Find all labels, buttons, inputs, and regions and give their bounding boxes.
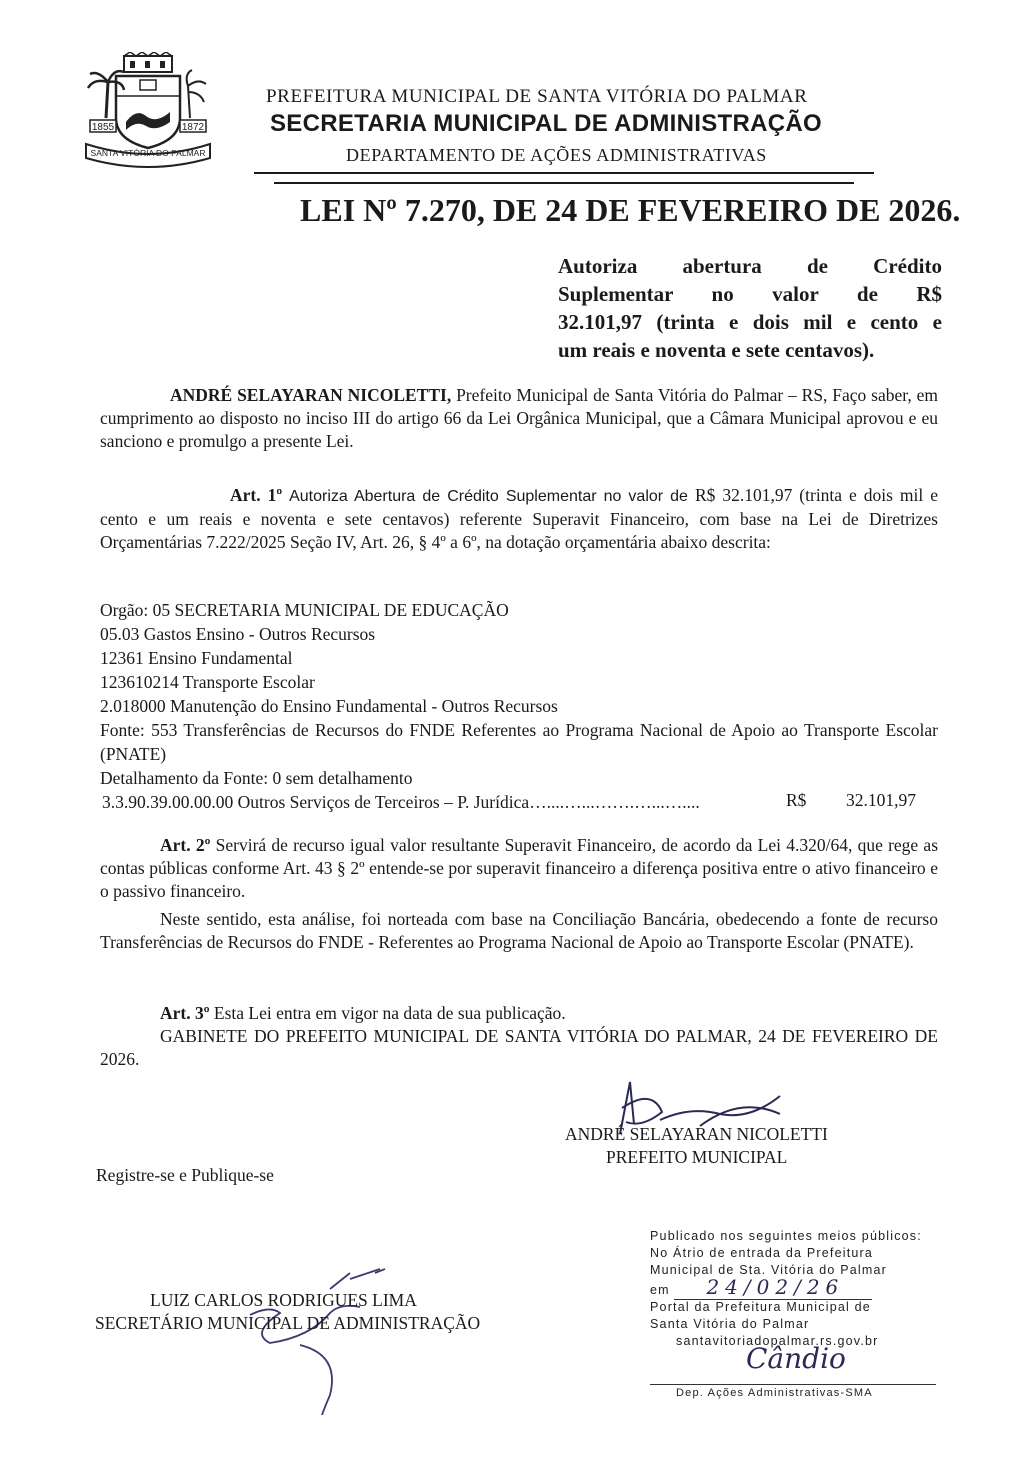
- stamp-line-3: Municipal de Sta. Vitória do Palmar: [650, 1263, 888, 1277]
- stamp-line-6: Santa Vitória do Palmar: [650, 1317, 810, 1331]
- preamble: [100, 384, 938, 453]
- orgao: Orgão: 05 SECRETARIA MUNICIPAL DE EDUCAÇÃO: [100, 600, 509, 620]
- art2-label: Art. 2º: [160, 835, 211, 855]
- ementa-line-2: Suplementar no valor de R$: [558, 282, 942, 306]
- elemento-dots: …....…...…….…...…....: [529, 792, 700, 812]
- elemento-line: [102, 790, 700, 814]
- header-secretaria: SECRETARIA MUNICIPAL DE ADMINISTRAÇÃO: [270, 110, 822, 137]
- stamp-date: 24/02/26: [674, 1275, 872, 1300]
- mayor-name: ANDRÉ SELAYARAN NICOLETTI: [565, 1124, 828, 1144]
- budget-allocation: [100, 598, 938, 790]
- art1-lead: Autoriza Abertura de Crédito Suplementar no valor de: [289, 488, 688, 505]
- stamp-line-8: Dep. Ações Administrativas-SMA: [676, 1387, 873, 1399]
- crest-banner-text: SANTA VITÓRIA DO PALMAR: [90, 148, 206, 158]
- article-2: [100, 834, 938, 903]
- stamp-line-5: Portal da Prefeitura Municipal de: [650, 1300, 871, 1314]
- ementa-line-4: um reais e noventa e sete centavos).: [558, 338, 875, 362]
- stamp-line-2: No Átrio de entrada da Prefeitura: [650, 1246, 874, 1260]
- header-departamento: DEPARTAMENTO DE AÇÕES ADMINISTRATIVAS: [346, 145, 767, 165]
- article-1: [100, 484, 938, 554]
- stamp-em: em: [650, 1283, 670, 1297]
- stamp-line-7: santavitoriadopalmar.rs.gov.br: [676, 1334, 879, 1348]
- amount-currency: R$: [786, 790, 807, 810]
- crest-year-left: 1855: [91, 122, 115, 133]
- art1-label: Art. 1º: [230, 485, 283, 505]
- mayor-name-inline: ANDRÉ SELAYARAN NICOLETTI,: [170, 385, 452, 405]
- stamp-line-1: Publicado nos seguintes meios públicos:: [650, 1229, 922, 1243]
- ementa-line-1: Autoriza abertura de Crédito: [558, 254, 942, 278]
- funcao: 12361 Ensino Fundamental: [100, 648, 293, 668]
- amount-value: 32.101,97: [846, 790, 916, 810]
- ementa-line-3: 32.101,97 (trinta e dois mil e cento e: [558, 310, 942, 334]
- elemento-text: 3.3.90.39.00.00.00 Outros Serviços de Terceiros – P. Jurídica: [102, 792, 530, 812]
- mayor-role: PREFEITO MUNICIPAL: [606, 1147, 788, 1167]
- gabinete-line: [100, 1025, 938, 1071]
- programa: 123610214 Transporte Escolar: [100, 672, 315, 692]
- art3-label: Art. 3º: [160, 1003, 210, 1023]
- stamp-date-line: [650, 1275, 942, 1299]
- gabinete-text: GABINETE DO PREFEITO MUNICIPAL DE SANTA VITÓRIA DO PALMAR, 24 DE FEVEREIRO DE 2026.: [100, 1026, 938, 1069]
- municipal-crest-logo: [78, 52, 218, 168]
- acao: 2.018000 Manutenção do Ensino Fundamental - Outros Recursos: [100, 696, 558, 716]
- article-3: [100, 1002, 938, 1025]
- secretary-name: LUIZ CARLOS RODRIGUES LIMA: [150, 1290, 417, 1310]
- header-prefeitura: PREFEITURA MUNICIPAL DE SANTA VITÓRIA DO PALMAR: [266, 86, 808, 107]
- publication-stamp: [650, 1228, 942, 1402]
- crest-year-right: 1872: [181, 122, 205, 133]
- header-rule-bottom: [274, 182, 854, 184]
- art2-paragraph2: Neste sentido, esta análise, foi norteada com base na Conciliação Bancária, obedecendo a fonte de recurso Transferências de Recursos do FNDE - Referentes ao Programa Nacional de Apoio ao Transporte Escolar (PNATE).: [100, 909, 938, 952]
- unidade: 05.03 Gastos Ensino - Outros Recursos: [100, 624, 376, 644]
- art3-text: Esta Lei entra em vigor na data de sua publicação.: [213, 1003, 566, 1023]
- law-ementa: [558, 252, 942, 364]
- law-title: LEI Nº 7.270, DE 24 DE FEVEREIRO DE 2026.: [300, 192, 961, 228]
- stamp-signature: Cândio: [746, 1342, 846, 1375]
- secretary-signature: [180, 1255, 420, 1415]
- art1-text: R$ 32.101,97 (trinta e dois mil e cento e um reais e noventa e sete centavos) referente Superavit Financeiro, com base na Lei de Diretrizes Orçamentárias 7.222/2025 Seção IV, Art. 26, § 4º a 6º, na dotação orçamentária abaixo descrita:: [100, 485, 939, 552]
- detalhamento: Detalhamento da Fonte: 0 sem detalhamento: [100, 768, 413, 788]
- secretary-role: SECRETÁRIO MUNICIPAL DE ADMINISTRAÇÃO: [95, 1313, 481, 1333]
- header-rule-top: [254, 172, 874, 174]
- art2-text: Servirá de recurso igual valor resultante Superavit Financeiro, de acordo da Lei 4.320/64, que rege as contas públicas conforme Art. 43 § 2º entende-se por superavit financeiro a diferença positiva entre o ativo financeiro e o passivo financeiro.: [100, 835, 939, 901]
- preamble-text: Prefeito Municipal de Santa Vitória do Palmar – RS, Faço saber, em cumprimento ao disposto no inciso III do artigo 66 da Lei Orgânica Municipal, que a Câmara Municipal aprovou e eu sanciono e promulgo a presente Lei.: [100, 385, 938, 451]
- fonte: Fonte: 553 Transferências de Recursos do FNDE Referentes ao Programa Nacional de Apoio ao Transporte Escolar (PNATE): [100, 720, 938, 764]
- article-2-paragraph: [100, 908, 938, 954]
- registre-publique: Registre-se e Publique-se: [96, 1165, 274, 1185]
